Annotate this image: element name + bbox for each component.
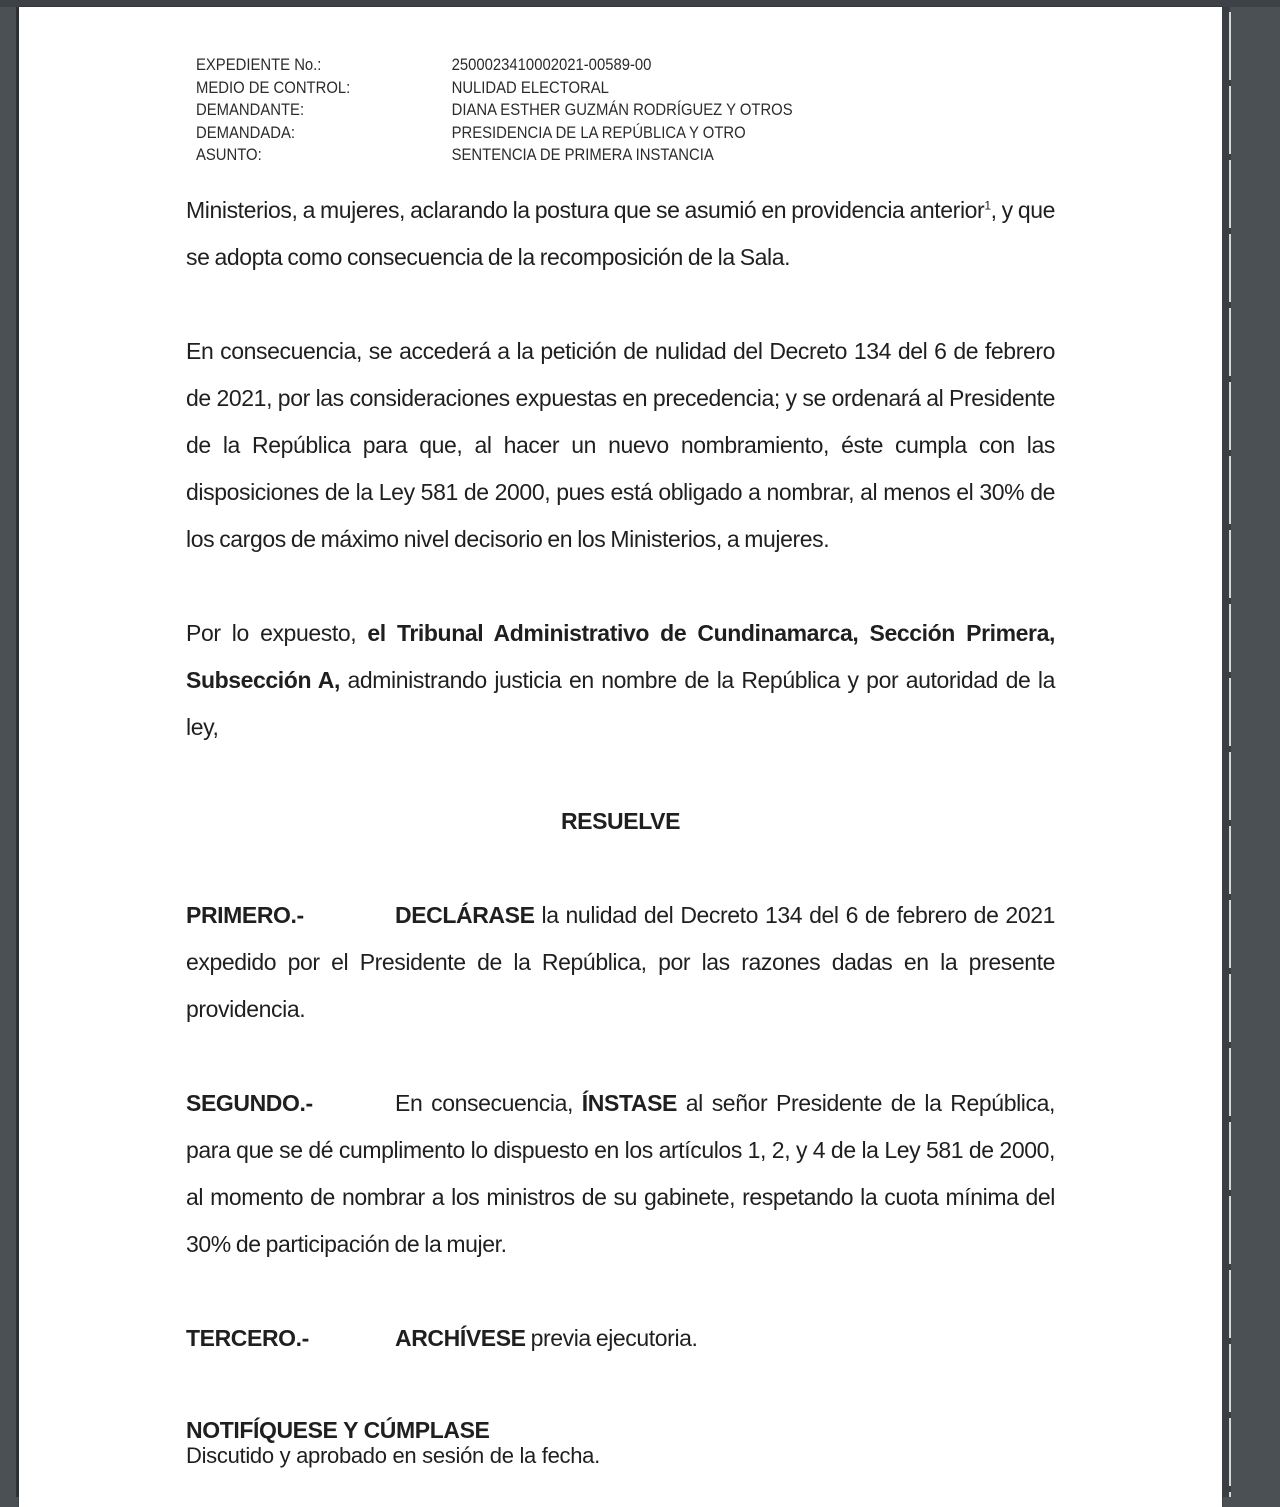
order-verb: DECLÁRASE bbox=[395, 902, 535, 928]
paragraph-text: Por lo expuesto, bbox=[186, 620, 368, 646]
order-label: SEGUNDO.- bbox=[186, 1090, 313, 1116]
order-text: previa ejecutoria. bbox=[525, 1325, 698, 1351]
paragraph-ministerios bbox=[186, 187, 1055, 281]
resuelve-heading: RESUELVE bbox=[560, 808, 681, 834]
paragraph-por-lo-expuesto bbox=[186, 610, 1055, 751]
header-row-demandante bbox=[196, 99, 793, 122]
paragraph-consecuencia: En consecuencia, se accederá a la petición de nulidad del Decreto 134 del 6 de febrero de 2021, por las consideraciones expuestas en precedencia; y se ordenará al Presidente de la República para que, al hacer un nuevo nombramiento, éste cumpla con las disposiciones de la Ley 581 de 2000, pues está obligado a nombrar, al menos el 30% de los cargos de máximo nivel decisorio en los Ministerios, a mujeres. bbox=[186, 338, 1055, 552]
vertical-scrollbar[interactable] bbox=[1229, 12, 1231, 1497]
case-header bbox=[196, 54, 793, 167]
footnote-reference[interactable]: 1 bbox=[984, 198, 991, 213]
header-value: NULIDAD ELECTORAL bbox=[451, 78, 609, 97]
paragraph-text: Ministerios, a mujeres, aclarando la postura que se asumió en providencia anterior bbox=[186, 197, 985, 223]
paragraph-text: , y que se adopta como consecuencia de la recomposición de la Sala. bbox=[186, 197, 1055, 270]
viewer-top-bar bbox=[0, 0, 1280, 7]
header-label: MEDIO DE CONTROL: bbox=[196, 78, 351, 97]
header-value: SENTENCIA DE PRIMERA INSTANCIA bbox=[451, 146, 714, 165]
closing-line: Discutido y aprobado en sesión de la fecha. bbox=[186, 1443, 600, 1468]
header-row-medio-control bbox=[196, 77, 793, 100]
header-label: DEMANDADA: bbox=[196, 123, 296, 142]
order-verb: ÍNSTASE bbox=[581, 1090, 677, 1116]
tribunal-name: el Tribunal Administrativo de Cundinamarca, Sección Primera, Subsección A, bbox=[186, 620, 1055, 693]
order-label: TERCERO.- bbox=[186, 1325, 309, 1351]
header-row-expediente bbox=[196, 54, 793, 77]
order-verb: ARCHÍVESE bbox=[395, 1325, 526, 1351]
order-primero bbox=[186, 892, 1055, 1033]
notify-heading: NOTIFÍQUESE Y CÚMPLASE bbox=[186, 1417, 490, 1443]
header-value: DIANA ESTHER GUZMÁN RODRÍGUEZ Y OTROS bbox=[451, 101, 793, 120]
order-segundo bbox=[186, 1080, 1055, 1268]
document-body bbox=[186, 187, 1055, 1469]
order-text: la nulidad del Decreto 134 del 6 de febrero de 2021 expedido por el Presidente de la República, por las razones dadas en la presente providencia. bbox=[186, 902, 1055, 1022]
header-label: DEMANDANTE: bbox=[196, 101, 305, 120]
order-text: al señor Presidente de la República, para que se dé cumplimento lo dispuesto en los artículos 1, 2, y 4 de la Ley 581 de 2000, al momento de nombrar a los ministros de su gabinete, respetando la cuota mínima del 30% de participación de la mujer. bbox=[186, 1090, 1055, 1257]
header-label: ASUNTO: bbox=[196, 146, 262, 165]
header-row-demandada bbox=[196, 122, 793, 145]
header-value: 2500023410002021-00589-00 bbox=[451, 56, 652, 74]
order-lead: En consecuencia, bbox=[395, 1090, 582, 1116]
order-label: PRIMERO.- bbox=[186, 902, 304, 928]
header-label: EXPEDIENTE No.: bbox=[196, 56, 322, 74]
header-value: PRESIDENCIA DE LA REPÚBLICA Y OTRO bbox=[451, 123, 746, 142]
header-row-asunto bbox=[196, 144, 793, 167]
paragraph-text: administrando justicia en nombre de la República y por autoridad de la ley, bbox=[186, 667, 1056, 740]
order-tercero bbox=[186, 1315, 1055, 1362]
